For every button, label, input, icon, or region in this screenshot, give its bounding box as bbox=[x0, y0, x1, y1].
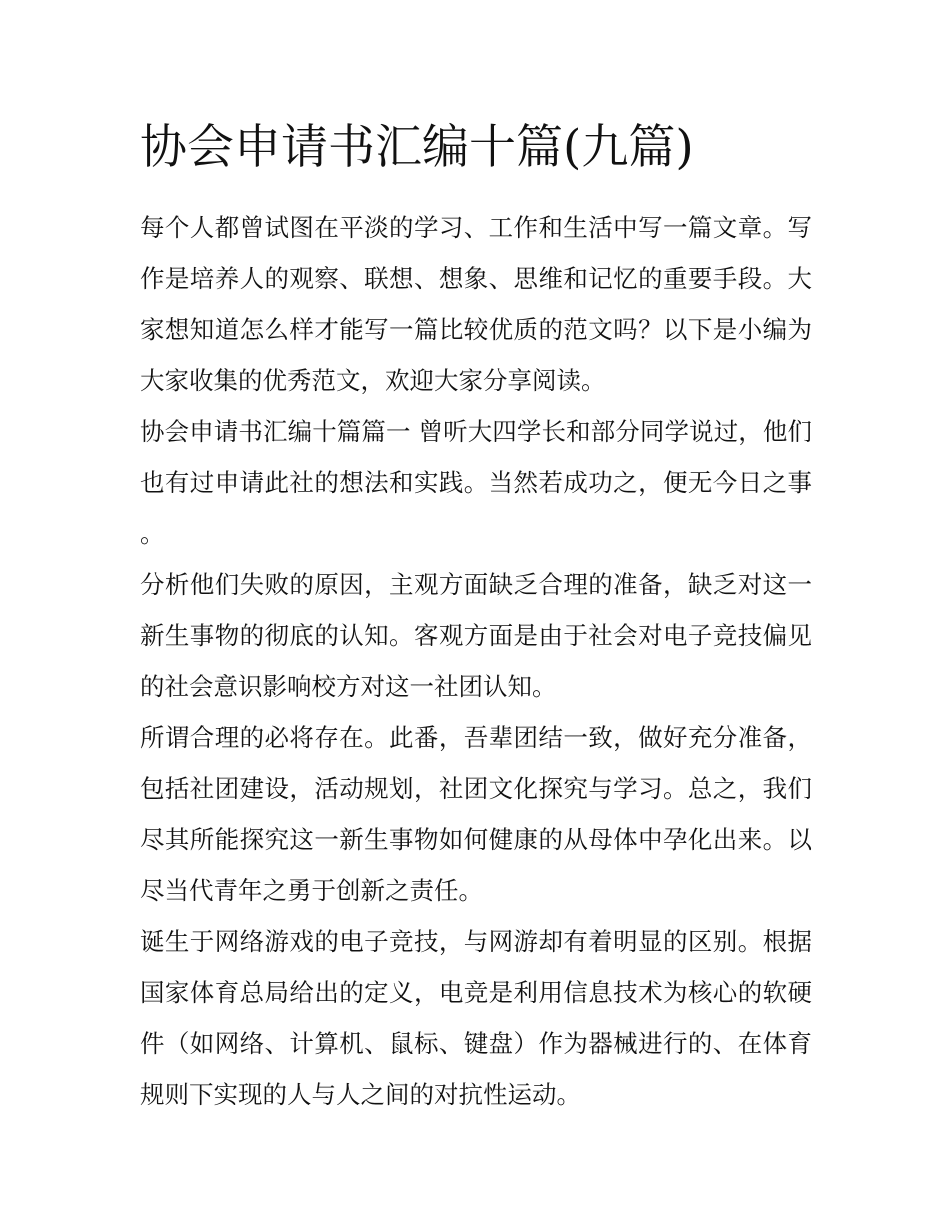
document-title: 协会申请书汇编十篇(九篇) bbox=[140, 120, 694, 175]
paragraph-1: 协会申请书汇编十篇篇一 曾听大四学长和部分同学说过，他们也有过申请此社的想法和实践。当然若成功之，便无今日之事。 bbox=[140, 417, 812, 548]
paragraph-3: 所谓合理的必将存在。此番，吾辈团结一致，做好充分准备，包括社团建设，活动规划，社团文化探究与学习。总之，我们尽其所能探究这一新生事物如何健康的从母体中孕化出来。以尽当代青年之勇于创新之责任。 bbox=[140, 723, 812, 905]
paragraph-intro: 每个人都曾试图在平淡的学习、工作和生活中写一篇文章。写作是培养人的观察、联想、想象、思维和记忆的重要手段。大家想知道怎么样才能写一篇比较优质的范文吗？以下是小编为大家收集的优秀范文，欢迎大家分享阅读。 bbox=[140, 213, 812, 395]
paragraph-2: 分析他们失败的原因，主观方面缺乏合理的准备，缺乏对这一新生事物的彻底的认知。客观方面是由于社会对电子竞技偏见的社会意识影响校方对这一社团认知。 bbox=[140, 570, 812, 701]
document-body bbox=[140, 202, 812, 1120]
paragraph-4: 诞生于网络游戏的电子竞技，与网游却有着明显的区别。根据国家体育总局给出的定义，电竞是利用信息技术为核心的软硬件（如网络、计算机、鼠标、键盘）作为器械进行的、在体育规则下实现的人与人之间的对抗性运动。 bbox=[140, 927, 812, 1109]
